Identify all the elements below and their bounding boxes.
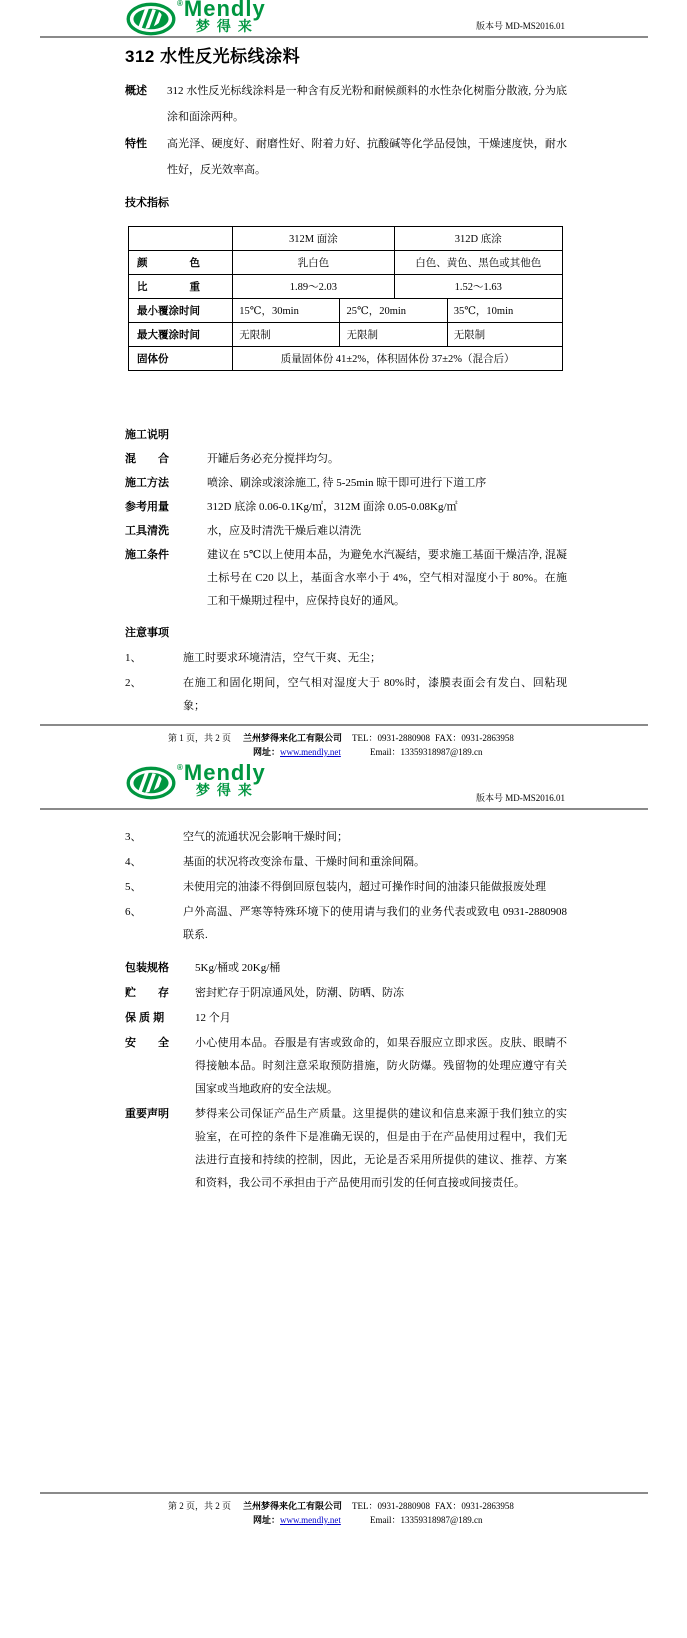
construction-item-text: 建议在 5℃以上使用本品，为避免水汽凝结，要求施工基面干燥洁净, 混凝土标号在 C20 以上，基面含水率小于 4%，空气相对湿度小于 80%。在施工和干燥期过程中，应保持良好的通风。 — [207, 549, 567, 607]
notes-heading: 注意事项 — [125, 627, 169, 639]
cell-max-recoat-2: 无限制 — [340, 323, 447, 347]
cell-min-recoat-label: 最小覆涂时间 — [129, 299, 233, 323]
note-text: 施工时要求环境清洁，空气干爽、无尘； — [183, 652, 381, 664]
construction-item-text: 水，应及时清洗干燥后难以清洗 — [207, 525, 361, 537]
safety-text: 小心使用本品。吞服是有害或致命的，如果吞服应立即求医。皮肤、眼睛不得接触本品。时刻注意采取预防措施，防火防爆。残留物的处理应遵守有关国家或当地政府的安全法规。 — [195, 1037, 567, 1095]
footer-page-number: 第 2 页，共 2 页 — [168, 1501, 232, 1511]
brand-name-cn: 梦得来 — [195, 18, 259, 34]
note-item-2 — [125, 672, 567, 718]
page1-content — [125, 44, 567, 718]
registered-mark: ® — [177, 0, 183, 8]
mendly-logo-icon — [125, 0, 177, 38]
mendly-logo — [125, 0, 266, 38]
disclaimer-text: 梦得来公司保证产品生产质量。这里提供的建议和信息来源于我们独立的实验室，在可控的条件下是准确无误的，但是由于在产品使用过程中，我们无法进行直接和持续的控制，因此，无论是否采用所提供的建议、推荐、方案和资料，我公司不承担由于产品使用而引发的任何直接或间接责任。 — [195, 1108, 567, 1189]
cell-color-primer: 白色、黄色、黑色或其他色 — [394, 251, 562, 275]
construction-heading: 施工说明 — [125, 429, 169, 441]
footer-website — [253, 745, 341, 758]
footer-page-number: 第 1 页，共 2 页 — [168, 733, 232, 743]
note-number: 2、 — [125, 677, 142, 689]
packaging-text: 5Kg/桶或 20Kg/桶 — [195, 962, 281, 974]
cell-min-recoat-35: 35℃，10min — [447, 299, 562, 323]
note-text: 在施工和固化期间，空气相对湿度大于 80%时，漆膜表面会有发白、回粘现象； — [183, 677, 567, 712]
construction-item-mixing — [125, 448, 567, 471]
cell-solids-value: 质量固体份 41±2%，体积固体份 37±2%（混合后） — [233, 347, 563, 371]
page2-content — [125, 824, 567, 1195]
shelf-life-item — [125, 1007, 567, 1030]
page2-footer — [40, 1492, 648, 1528]
cell-solids-label: 固体份 — [129, 347, 233, 371]
features-section — [125, 131, 567, 183]
cell-gravity-topcoat: 1.89～2.03 — [233, 275, 394, 299]
note-text: 户外高温、严寒等特殊环境下的使用请与我们的业务代表或致电 0931-2880908 联系. — [183, 906, 567, 941]
cell-min-recoat-15: 15℃，30min — [233, 299, 340, 323]
cell-gravity-primer: 1.52～1.63 — [394, 275, 562, 299]
footer-fax: FAX：0931-2863958 — [435, 733, 514, 743]
spacer — [125, 947, 567, 955]
tech-specs-table — [128, 226, 563, 371]
shelf-life-text: 12 个月 — [195, 1012, 231, 1024]
table-row-max-recoat — [129, 323, 563, 347]
features-text: 高光泽、硬度好、耐磨性好、附着力好、抗酸碱等化学品侵蚀，干燥速度快，耐水性好，反光效率高。 — [167, 138, 567, 176]
disclaimer-item — [125, 1103, 567, 1195]
page2-header — [40, 760, 648, 810]
footer-tel: TEL：0931-2880908 — [352, 733, 430, 743]
footer-website-label: 网址： — [253, 1515, 281, 1525]
note-item-1 — [125, 647, 567, 670]
footer-tel: TEL：0931-2880908 — [352, 1501, 430, 1511]
storage-item — [125, 982, 567, 1005]
cell-header-primer: 312D 底涂 — [394, 227, 562, 251]
safety-item — [125, 1032, 567, 1101]
brand-name: Mendly — [183, 0, 266, 21]
cell-max-recoat-1: 无限制 — [233, 323, 340, 347]
page1-header — [40, 0, 648, 38]
construction-item-label: 工具清洗 — [125, 525, 169, 537]
construction-item-method — [125, 472, 567, 495]
disclaimer-label: 重要声明 — [125, 1108, 169, 1120]
cell-header-topcoat: 312M 面涂 — [233, 227, 394, 251]
storage-text: 密封贮存于阴凉通风处，防潮、防晒、防冻 — [195, 987, 404, 999]
footer-website-link[interactable]: www.mendly.net — [280, 1515, 341, 1525]
footer-email: Email：13359318987@189.cn — [370, 1515, 483, 1525]
footer-website-label: 网址： — [253, 747, 281, 757]
construction-item-text: 开罐后务必充分搅拌均匀。 — [207, 453, 339, 465]
mendly-logo — [125, 760, 266, 802]
overview-section — [125, 78, 567, 130]
overview-text: 312 水性反光标线涂料是一种含有反光粉和耐候颜料的水性杂化树脂分散液, 分为底涂和面涂两种。 — [167, 85, 567, 123]
note-item-5 — [125, 876, 567, 899]
registered-mark: ® — [177, 763, 183, 772]
packaging-label: 包装规格 — [125, 962, 169, 974]
construction-item-text: 312D 底涂 0.06-0.1Kg/㎡，312M 面涂 0.05-0.08Kg/㎡ — [207, 501, 458, 513]
logo-text — [184, 0, 266, 34]
construction-item-dosage — [125, 496, 567, 519]
page-title: 312 水性反光标线涂料 — [125, 47, 301, 66]
footer-company-name: 兰州梦得来化工有限公司 — [243, 733, 343, 743]
mendly-logo-icon — [125, 764, 177, 802]
footer-email: Email：13359318987@189.cn — [370, 747, 483, 757]
note-number: 3、 — [125, 831, 142, 843]
table-row-solids — [129, 347, 563, 371]
note-item-4 — [125, 851, 567, 874]
features-label: 特性 — [125, 138, 147, 150]
table-row-header — [129, 227, 563, 251]
note-text: 基面的状况将改变涂布量、干燥时间和重涂间隔。 — [183, 856, 425, 868]
construction-item-conditions — [125, 544, 567, 613]
overview-label: 概述 — [125, 85, 147, 97]
cell-color-topcoat: 乳白色 — [233, 251, 394, 275]
construction-item-text: 喷涂、刷涂或滚涂施工, 待 5-25min 晾干即可进行下道工序 — [207, 477, 487, 489]
brand-name-cn: 梦得来 — [195, 782, 259, 798]
note-number: 5、 — [125, 881, 142, 893]
note-text: 空气的流通状况会影响干燥时间； — [183, 831, 348, 843]
storage-label: 贮 存 — [125, 987, 169, 999]
table-row-min-recoat — [129, 299, 563, 323]
version-label: 版本号 MD-MS2016.01 — [475, 21, 565, 31]
note-text: 未使用完的油漆不得倒回原包装内，超过可操作时间的油漆只能做报废处理 — [183, 881, 546, 893]
table-row-color — [129, 251, 563, 275]
note-number: 1、 — [125, 652, 142, 664]
construction-item-label: 施工方法 — [125, 477, 169, 489]
cell-min-recoat-25: 25℃，20min — [340, 299, 447, 323]
cell-gravity-label: 比 重 — [129, 275, 233, 299]
page-1 — [0, 0, 687, 760]
note-item-6 — [125, 901, 567, 947]
footer-website — [253, 1513, 341, 1526]
construction-item-label: 施工条件 — [125, 549, 169, 561]
construction-item-cleaning — [125, 520, 567, 543]
tech-specs-heading: 技术指标 — [125, 197, 169, 209]
page-2 — [0, 760, 687, 1638]
footer-fax: FAX：0931-2863958 — [435, 1501, 514, 1511]
cell-max-recoat-label: 最大覆涂时间 — [129, 323, 233, 347]
packaging-item — [125, 957, 567, 980]
footer-company-name: 兰州梦得来化工有限公司 — [243, 1501, 343, 1511]
note-number: 4、 — [125, 856, 142, 868]
note-number: 6、 — [125, 906, 142, 918]
brand-name: Mendly — [183, 760, 266, 785]
footer-website-link[interactable]: www.mendly.net — [280, 747, 341, 757]
construction-item-label: 参考用量 — [125, 501, 169, 513]
cell-empty — [129, 227, 233, 251]
version-label: 版本号 MD-MS2016.01 — [475, 793, 565, 803]
table-row-gravity — [129, 275, 563, 299]
construction-item-label: 混 合 — [125, 453, 169, 465]
logo-text — [183, 760, 266, 798]
spacer — [125, 371, 567, 415]
shelf-life-label: 保 质 期 — [125, 1012, 165, 1024]
cell-color-label: 颜 色 — [129, 251, 233, 275]
cell-max-recoat-3: 无限制 — [447, 323, 562, 347]
page1-footer — [40, 724, 648, 760]
safety-label: 安 全 — [125, 1037, 169, 1049]
note-item-3 — [125, 826, 567, 849]
